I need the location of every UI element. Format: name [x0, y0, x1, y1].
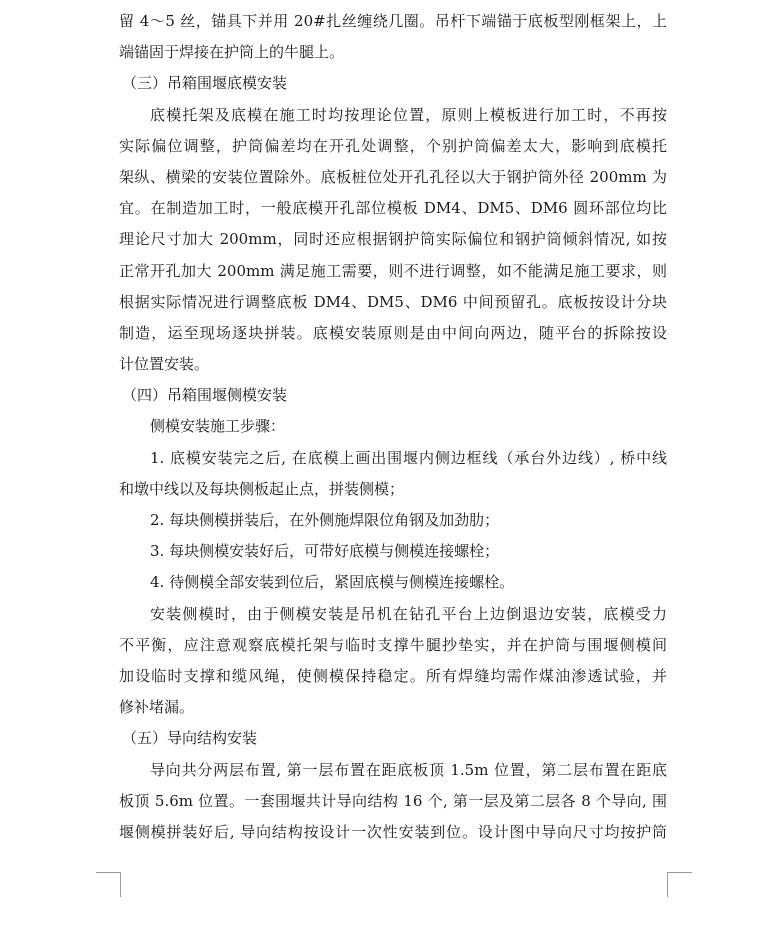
section-heading: （五）导向结构安装: [122, 729, 258, 748]
section-heading: （四）吊箱围堰侧模安装: [122, 386, 288, 405]
text-line: 板顶 5.6m 位置。一套围堰共计导向结构 16 个, 第一层及第二层各 8 个导向, 围: [119, 791, 667, 810]
text-line: 堰侧模拼装好后, 导向结构按设计一次性安装到位。设计图中导向尺寸均按护筒: [119, 822, 667, 841]
text-line: 理论尺寸加大 200mm，同时还应根据钢护筒实际偏位和钢护筒倾斜情况, 如按: [119, 230, 667, 249]
text-line: 不平衡，应注意观察底模托架与临时支撑牛腿抄垫实，并在护筒与围堰侧模间: [119, 635, 667, 654]
list-item: 4. 待侧模全部安装到位后，紧固底模与侧模连接螺栓。: [150, 573, 515, 592]
text-line: 端锚固于焊接在护筒上的牛腿上。: [119, 43, 345, 62]
text-line: 加设临时支撑和缆风绳，使侧模保持稳定。所有焊缝均需作煤油渗透试验，并: [119, 666, 667, 685]
text-line: 留 4～5 丝，锚具下并用 20#扎丝缠绕几圈。吊杆下端锚于底板型刚框架上，上: [119, 12, 667, 30]
text-line: 底模托架及底模在施工时均按理论位置，原则上模板进行加工时，不再按: [150, 105, 667, 124]
text-line: 修补堵漏。: [119, 698, 195, 717]
text-line: 宜。在制造加工时，一般底模开孔部位模板 DM4、DM5、DM6 圆环部位均比: [119, 199, 667, 218]
list-item: 1. 底模安装完之后, 在底模上画出围堰内侧边框线（承台外边线）, 桥中线: [150, 448, 667, 467]
text-line: 实际偏位调整，护筒偏差均在开孔处调整，个别护筒偏差太大，影响到底模托: [119, 136, 667, 155]
text-line: 根据实际情况进行调整底板 DM4、DM5、DM6 中间预留孔。底板按设计分块: [119, 292, 667, 311]
text-line: 和墩中线以及每块侧板起止点，拼装侧模；: [119, 479, 405, 498]
page-corner-mark-right: [667, 872, 692, 897]
text-line: 计位置安装。: [119, 355, 210, 374]
list-item: 3. 每块侧模安装好后，可带好底模与侧模连接螺栓；: [150, 542, 500, 561]
list-item: 2. 每块侧模拼装后，在外侧施焊限位角钢及加劲肋；: [150, 511, 500, 529]
text-line: 正常开孔加大 200mm 满足施工需要，则不进行调整，如不能满足施工要求，则: [119, 261, 667, 280]
section-heading: （三）吊箱围堰底模安装: [122, 74, 288, 93]
text-line: 制造，运至现场逐块拼装。底模安装原则是由中间向两边，随平台的拆除按设: [119, 323, 667, 342]
page-corner-mark-left: [96, 872, 121, 897]
document-body: [119, 6, 667, 848]
text-line: 导向共分两层布置, 第一层布置在距底板顶 1.5m 位置，第二层布置在距底: [150, 760, 667, 779]
text-line: 架纵、横梁的安装位置除外。底板桩位处开孔孔径以大于钢护筒外径 200mm 为: [119, 167, 667, 186]
text-line: 安装侧模时，由于侧模安装是吊机在钻孔平台上边倒退边安装，底模受力: [150, 604, 667, 623]
text-line: 侧模安装施工步骤：: [150, 417, 286, 436]
